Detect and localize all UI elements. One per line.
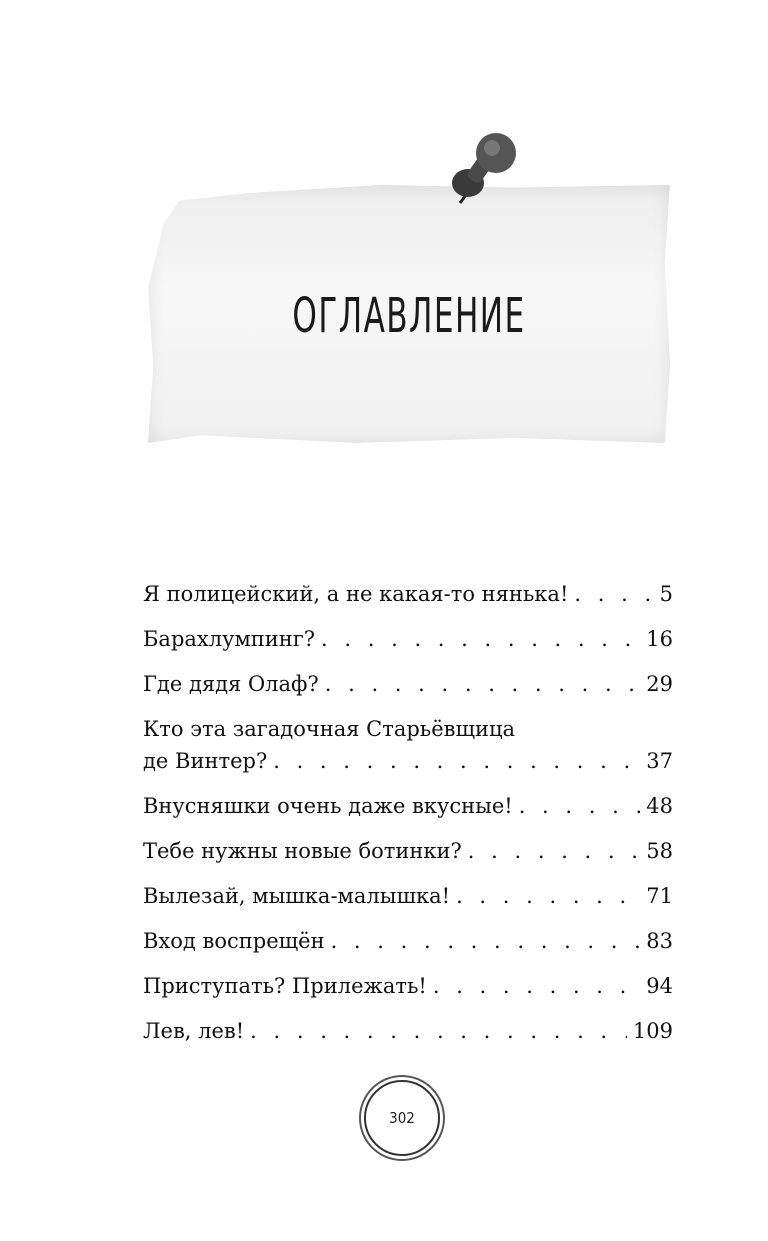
toc-leader-dots	[519, 790, 641, 822]
toc-item-page: 94	[646, 974, 673, 998]
toc-item-page: 37	[646, 749, 673, 773]
toc-item-page: 58	[646, 839, 673, 863]
toc-item[interactable]	[143, 880, 673, 912]
toc-item[interactable]	[143, 578, 673, 610]
toc-item-label: Внусняшки очень даже вкусные!	[143, 794, 513, 818]
toc-leader-dots	[468, 835, 640, 867]
toc-item-label: Приступать? Прилежать!	[143, 974, 427, 998]
toc-item[interactable]	[143, 668, 673, 700]
toc-item-label: де Винтер?	[143, 749, 268, 773]
toc-item[interactable]	[143, 970, 673, 1002]
toc-item-label: Где дядя Олаф?	[143, 672, 319, 696]
toc-leader-dots	[456, 880, 640, 912]
toc-item-label: Тебе нужны новые ботинки?	[143, 839, 462, 863]
toc-item-page: 16	[646, 627, 673, 651]
page-number-badge	[364, 1080, 440, 1156]
toc-item[interactable]	[143, 1015, 673, 1047]
toc-item[interactable]	[143, 790, 673, 822]
toc-leader-dots	[325, 668, 641, 700]
toc-leader-dots	[273, 745, 640, 777]
toc-item-label: Вылезай, мышка-малышка!	[143, 884, 451, 908]
toc-item-page: 71	[646, 884, 673, 908]
toc-item-page: 5	[659, 582, 673, 606]
toc-item-label: Вход воспрещён	[143, 929, 325, 953]
toc-leader-dots	[321, 623, 640, 655]
toc-item-page: 48	[646, 794, 673, 818]
toc-item[interactable]	[143, 835, 673, 867]
toc-leader-dots	[250, 1015, 627, 1047]
toc-item[interactable]	[143, 623, 673, 655]
toc-item-page: 109	[632, 1019, 673, 1043]
toc-leader-dots	[331, 925, 641, 957]
toc-leader-dots	[574, 578, 653, 610]
page-number: 302	[389, 1109, 415, 1127]
toc-item-page: 29	[646, 672, 673, 696]
toc-leader-dots	[433, 970, 640, 1002]
push-pin-icon	[438, 125, 528, 215]
toc-item[interactable]	[143, 713, 673, 777]
toc-item-label: Я полицейский, а не какая-то нянька!	[143, 582, 569, 606]
table-of-contents	[143, 578, 673, 1060]
toc-item-page: 83	[646, 929, 673, 953]
page-title: ОГЛАВЛЕНИЕ	[292, 288, 526, 344]
toc-item[interactable]	[143, 925, 673, 957]
toc-item-label-line1: Кто эта загадочная Старьёвщица	[143, 717, 516, 741]
toc-item-label: Барахлумпинг?	[143, 627, 316, 651]
toc-item-label: Лев, лев!	[143, 1019, 245, 1043]
